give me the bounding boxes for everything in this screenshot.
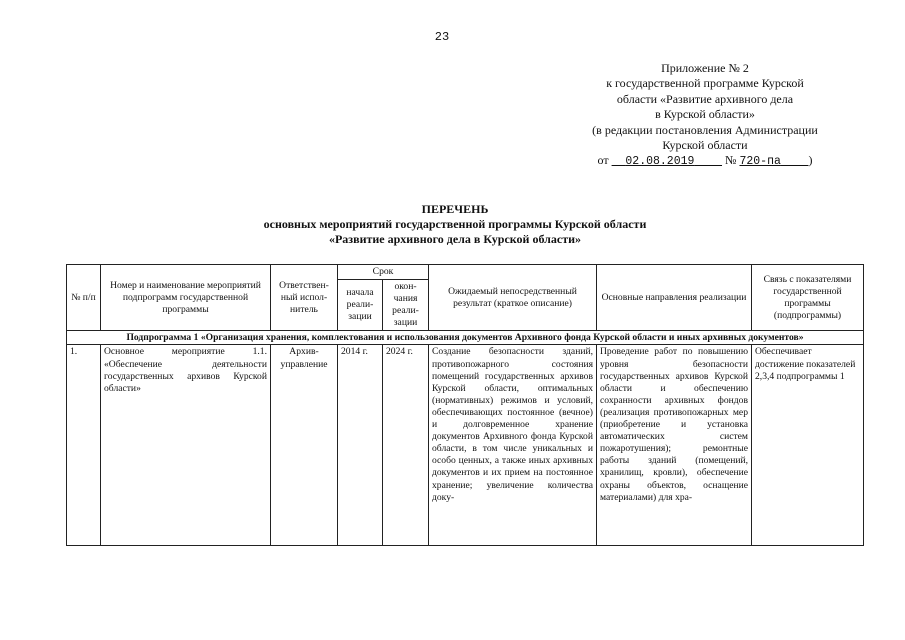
appendix-line: Курской области xyxy=(662,138,748,153)
measures-table-wrap xyxy=(66,264,863,546)
from-label: от xyxy=(597,153,609,168)
measures-table xyxy=(66,264,864,546)
appendix-decree-line xyxy=(560,153,850,169)
appendix-line: области «Развитие архивного дела xyxy=(616,91,794,106)
header-link: Связь с показателями государственной программы (подпрограммы) xyxy=(752,265,864,331)
row-result: Создание безопасности зданий, противопожарного состояния помещений государственных архивов Курской области, оптимальных (нормативных) режимов и условий, обеспечивающих постоянное (вечное) и долговременное хранение документов Архивного фонда Курской области, в том числе уникальных и особо ценных, а также иных архивных документов и их прием на постоянное хранение; увеличение количества доку- xyxy=(429,345,597,546)
subprogram-title: Подпрограмма 1 «Организация хранения, комплектования и использования документов Архивного фонда Курской области и иных архивных документов» xyxy=(67,331,864,345)
row-responsible: Архив-управление xyxy=(271,345,338,546)
decree-date: 02.08.2019 xyxy=(625,155,695,169)
appendix-line: (в редакции постановления Администрации xyxy=(592,122,818,137)
row-link: Обеспечивает достижение показателей 2,3,4 подпрограммы 1 xyxy=(752,345,864,546)
row-end: 2024 г. xyxy=(383,345,429,546)
row-directions: Проведение работ по повышению уровня безопасности государственных архивов Курской области и обеспечению сохранности архивных фондов (реализация противопожарных мер (приобретение и установка автоматических систем пожаротушения); ремонтные работы зданий (помещений, хранилищ, кровли), обеспечение охраны объектов, оснащение материалами) для хра- xyxy=(597,345,752,546)
appendix-line: в Курской области» xyxy=(655,107,755,122)
header-term: Срок xyxy=(338,265,429,280)
header-end: окон-чания реали-зации xyxy=(383,280,429,331)
title-heading: ПЕРЕЧЕНЬ xyxy=(421,202,489,216)
page-number: 23 xyxy=(434,30,450,44)
appendix-header xyxy=(560,61,850,170)
header-name: Номер и наименование мероприятий подпрограмм государственной программы xyxy=(101,265,271,331)
document-title xyxy=(60,202,850,247)
header-responsible: Ответствен-ный испол-нитель xyxy=(271,265,338,331)
table-row xyxy=(67,345,864,546)
closing-paren: ) xyxy=(808,153,813,168)
header-num: № п/п xyxy=(67,265,101,331)
header-result: Ожидаемый непосредственный результат (краткое описание) xyxy=(429,265,597,331)
header-directions: Основные направления реализации xyxy=(597,265,752,331)
title-subheading: основных мероприятий государственной программы Курской области xyxy=(263,217,647,231)
row-name: Основное мероприятие 1.1. «Обеспечение деятельности государственных архивов Курской области» xyxy=(101,345,271,546)
number-label: № xyxy=(725,153,737,168)
subprogram-row xyxy=(67,331,864,345)
row-start: 2014 г. xyxy=(338,345,383,546)
title-program-name: «Развитие архивного дела в Курской области» xyxy=(328,232,582,246)
row-num: 1. xyxy=(67,345,101,546)
header-start: начала реали-зации xyxy=(338,280,383,331)
appendix-line: к государственной программе Курской xyxy=(606,76,804,91)
appendix-title: Приложение № 2 xyxy=(661,61,749,75)
decree-number: 720-па xyxy=(739,155,781,169)
